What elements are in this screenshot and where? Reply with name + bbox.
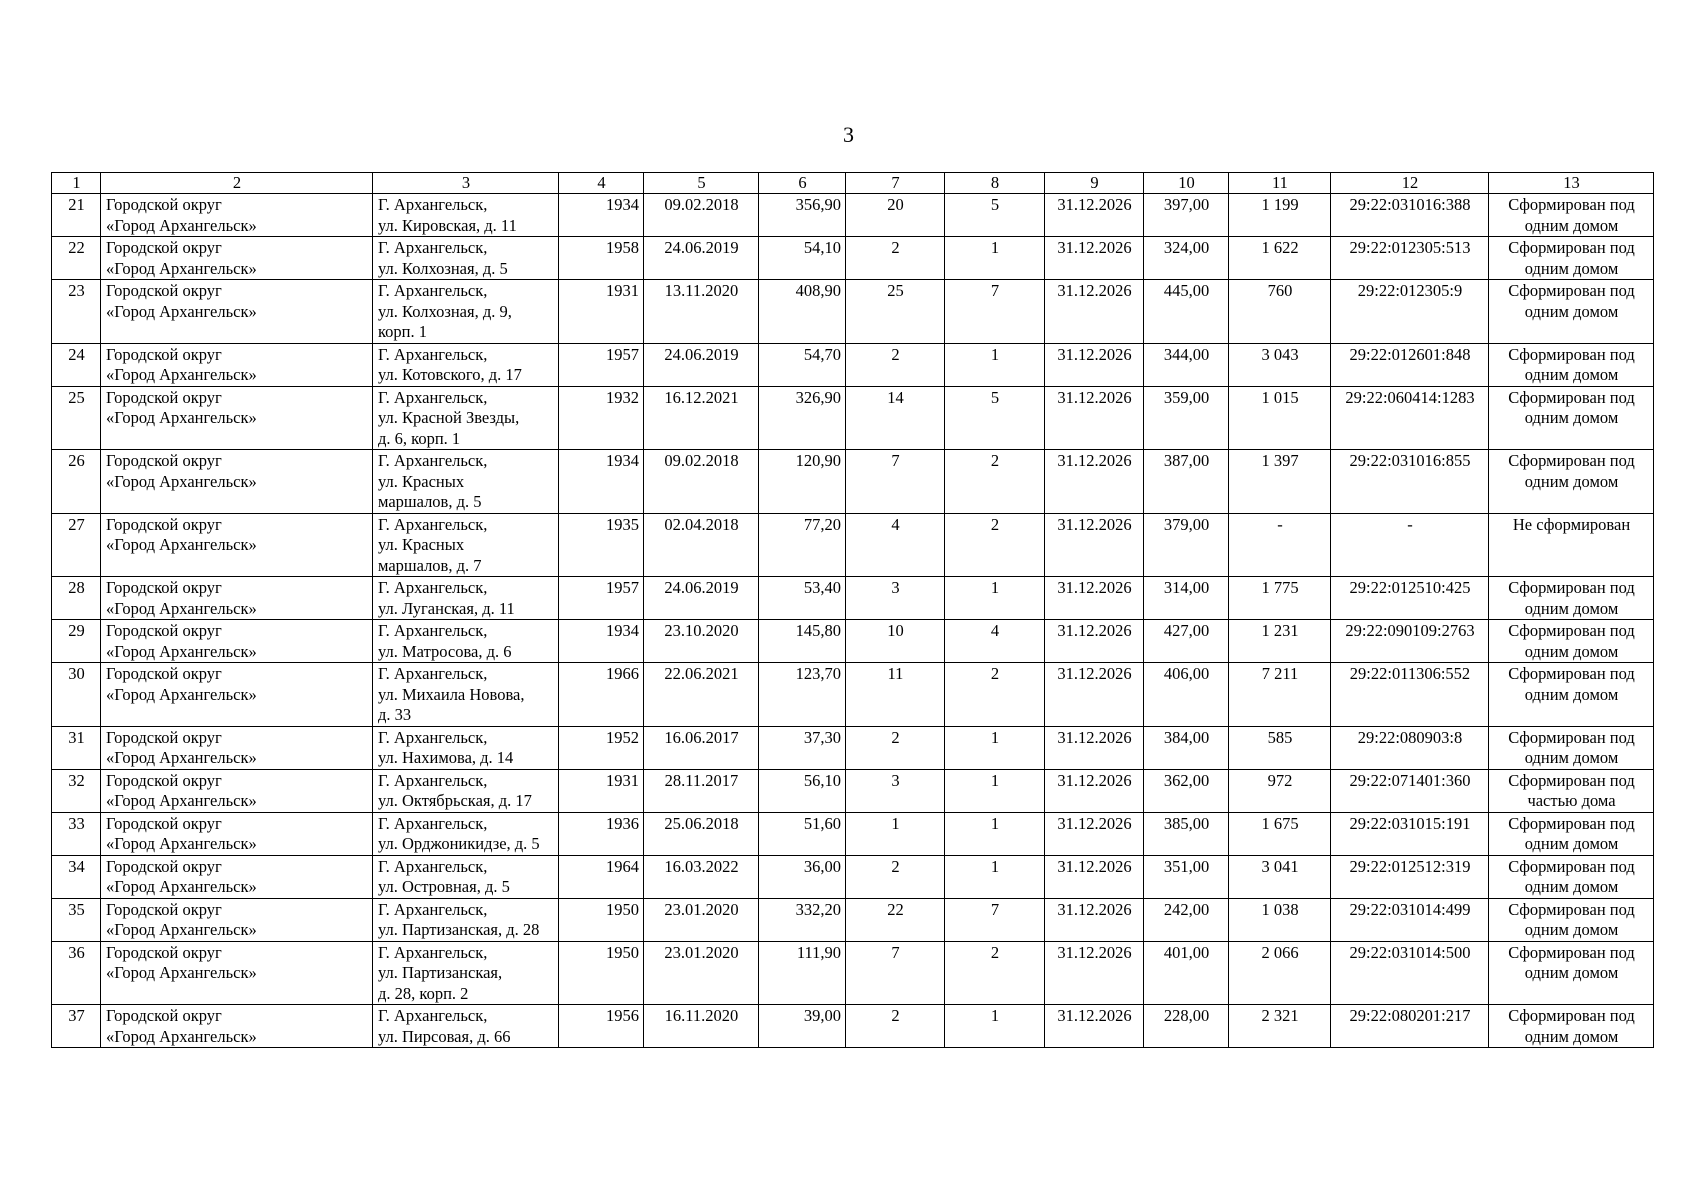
date-cell: 24.06.2019: [644, 237, 759, 280]
column-header-13: 13: [1489, 173, 1654, 194]
row-number-cell: 25: [52, 386, 101, 450]
row-number-cell: 35: [52, 898, 101, 941]
col10-cell: 445,00: [1144, 280, 1229, 344]
year-cell: 1956: [559, 1005, 644, 1048]
cadastral-number-cell: 29:22:060414:1283: [1331, 386, 1489, 450]
year-cell: 1950: [559, 898, 644, 941]
owner-cell: Городской округ «Город Архангельск»: [101, 194, 373, 237]
col10-cell: 385,00: [1144, 812, 1229, 855]
col11-cell: 2 066: [1229, 941, 1331, 1005]
area-cell: 51,60: [759, 812, 846, 855]
address-cell: Г. Архангельск, ул. Красных маршалов, д. 5: [373, 450, 559, 514]
cadastral-number-cell: 29:22:012512:319: [1331, 855, 1489, 898]
row-number-cell: 33: [52, 812, 101, 855]
col7-cell: 3: [846, 769, 945, 812]
year-cell: 1936: [559, 812, 644, 855]
deadline-cell: 31.12.2026: [1045, 726, 1144, 769]
col10-cell: 228,00: [1144, 1005, 1229, 1048]
table-row: [52, 194, 1654, 237]
deadline-cell: 31.12.2026: [1045, 855, 1144, 898]
table-row: [52, 343, 1654, 386]
col8-cell: 1: [945, 726, 1045, 769]
status-cell: Сформирован под одним домом: [1489, 898, 1654, 941]
cadastral-number-cell: 29:22:012305:9: [1331, 280, 1489, 344]
table-row: [52, 620, 1654, 663]
status-cell: Не сформирован: [1489, 513, 1654, 577]
table-row: [52, 237, 1654, 280]
col10-cell: 351,00: [1144, 855, 1229, 898]
owner-cell: Городской округ «Город Архангельск»: [101, 726, 373, 769]
status-cell: Сформирован под одним домом: [1489, 343, 1654, 386]
column-header-1: 1: [52, 173, 101, 194]
cadastral-number-cell: 29:22:031016:855: [1331, 450, 1489, 514]
table-row: [52, 280, 1654, 344]
year-cell: 1957: [559, 577, 644, 620]
date-cell: 22.06.2021: [644, 663, 759, 727]
owner-cell: Городской округ «Город Архангельск»: [101, 855, 373, 898]
date-cell: 16.12.2021: [644, 386, 759, 450]
col10-cell: 427,00: [1144, 620, 1229, 663]
owner-cell: Городской округ «Город Архангельск»: [101, 280, 373, 344]
col7-cell: 2: [846, 855, 945, 898]
col7-cell: 11: [846, 663, 945, 727]
deadline-cell: 31.12.2026: [1045, 663, 1144, 727]
col11-cell: 1 775: [1229, 577, 1331, 620]
deadline-cell: 31.12.2026: [1045, 450, 1144, 514]
area-cell: 123,70: [759, 663, 846, 727]
deadline-cell: 31.12.2026: [1045, 194, 1144, 237]
owner-cell: Городской округ «Город Архангельск»: [101, 941, 373, 1005]
col8-cell: 2: [945, 941, 1045, 1005]
row-number-cell: 36: [52, 941, 101, 1005]
status-cell: Сформирован под одним домом: [1489, 855, 1654, 898]
year-cell: 1966: [559, 663, 644, 727]
deadline-cell: 31.12.2026: [1045, 386, 1144, 450]
status-cell: Сформирован под частью дома: [1489, 769, 1654, 812]
col10-cell: 379,00: [1144, 513, 1229, 577]
status-cell: Сформирован под одним домом: [1489, 620, 1654, 663]
owner-cell: Городской округ «Город Архангельск»: [101, 1005, 373, 1048]
col10-cell: 397,00: [1144, 194, 1229, 237]
table-row: [52, 663, 1654, 727]
row-number-cell: 22: [52, 237, 101, 280]
area-cell: 54,10: [759, 237, 846, 280]
row-number-cell: 27: [52, 513, 101, 577]
page-number: 3: [843, 122, 854, 147]
area-cell: 120,90: [759, 450, 846, 514]
owner-cell: Городской округ «Город Архангельск»: [101, 343, 373, 386]
date-cell: 09.02.2018: [644, 194, 759, 237]
address-cell: Г. Архангельск, ул. Кировская, д. 11: [373, 194, 559, 237]
address-cell: Г. Архангельск, ул. Партизанская, д. 28, корп. 2: [373, 941, 559, 1005]
deadline-cell: 31.12.2026: [1045, 513, 1144, 577]
col7-cell: 2: [846, 1005, 945, 1048]
col8-cell: 5: [945, 386, 1045, 450]
table-row: [52, 855, 1654, 898]
status-cell: Сформирован под одним домом: [1489, 726, 1654, 769]
row-number-cell: 37: [52, 1005, 101, 1048]
table-row: [52, 1005, 1654, 1048]
year-cell: 1935: [559, 513, 644, 577]
year-cell: 1964: [559, 855, 644, 898]
deadline-cell: 31.12.2026: [1045, 620, 1144, 663]
col11-cell: -: [1229, 513, 1331, 577]
col8-cell: 2: [945, 663, 1045, 727]
col10-cell: 384,00: [1144, 726, 1229, 769]
column-header-3: 3: [373, 173, 559, 194]
date-cell: 02.04.2018: [644, 513, 759, 577]
area-cell: 408,90: [759, 280, 846, 344]
address-cell: Г. Архангельск, ул. Островная, д. 5: [373, 855, 559, 898]
address-cell: Г. Архангельск, ул. Красной Звезды, д. 6, корп. 1: [373, 386, 559, 450]
cadastral-number-cell: 29:22:031016:388: [1331, 194, 1489, 237]
col11-cell: 1 231: [1229, 620, 1331, 663]
deadline-cell: 31.12.2026: [1045, 343, 1144, 386]
col8-cell: 1: [945, 577, 1045, 620]
address-cell: Г. Архангельск, ул. Нахимова, д. 14: [373, 726, 559, 769]
column-header-11: 11: [1229, 173, 1331, 194]
status-cell: Сформирован под одним домом: [1489, 812, 1654, 855]
table-row: [52, 726, 1654, 769]
col11-cell: 1 015: [1229, 386, 1331, 450]
col8-cell: 2: [945, 513, 1045, 577]
table-row: [52, 941, 1654, 1005]
deadline-cell: 31.12.2026: [1045, 577, 1144, 620]
year-cell: 1934: [559, 620, 644, 663]
col7-cell: 25: [846, 280, 945, 344]
cadastral-number-cell: 29:22:080201:217: [1331, 1005, 1489, 1048]
status-cell: Сформирован под одним домом: [1489, 663, 1654, 727]
address-cell: Г. Архангельск, ул. Колхозная, д. 5: [373, 237, 559, 280]
address-cell: Г. Архангельск, ул. Октябрьская, д. 17: [373, 769, 559, 812]
status-cell: Сформирован под одним домом: [1489, 941, 1654, 1005]
area-cell: 39,00: [759, 1005, 846, 1048]
row-number-cell: 28: [52, 577, 101, 620]
date-cell: 09.02.2018: [644, 450, 759, 514]
table-row: [52, 450, 1654, 514]
deadline-cell: 31.12.2026: [1045, 812, 1144, 855]
col10-cell: 387,00: [1144, 450, 1229, 514]
col10-cell: 242,00: [1144, 898, 1229, 941]
table-row: [52, 386, 1654, 450]
date-cell: 25.06.2018: [644, 812, 759, 855]
deadline-cell: 31.12.2026: [1045, 1005, 1144, 1048]
table-row: [52, 513, 1654, 577]
date-cell: 23.10.2020: [644, 620, 759, 663]
col10-cell: 344,00: [1144, 343, 1229, 386]
date-cell: 16.11.2020: [644, 1005, 759, 1048]
area-cell: 111,90: [759, 941, 846, 1005]
col7-cell: 20: [846, 194, 945, 237]
col7-cell: 2: [846, 237, 945, 280]
status-cell: Сформирован под одним домом: [1489, 1005, 1654, 1048]
table-body: [52, 194, 1654, 1048]
year-cell: 1934: [559, 450, 644, 514]
col10-cell: 401,00: [1144, 941, 1229, 1005]
address-cell: Г. Архангельск, ул. Красных маршалов, д. 7: [373, 513, 559, 577]
cadastral-number-cell: 29:22:012305:513: [1331, 237, 1489, 280]
row-number-cell: 31: [52, 726, 101, 769]
col7-cell: 14: [846, 386, 945, 450]
address-cell: Г. Архангельск, ул. Луганская, д. 11: [373, 577, 559, 620]
col7-cell: 7: [846, 941, 945, 1005]
address-cell: Г. Архангельск, ул. Орджоникидзе, д. 5: [373, 812, 559, 855]
row-number-cell: 21: [52, 194, 101, 237]
col8-cell: 1: [945, 343, 1045, 386]
area-cell: 53,40: [759, 577, 846, 620]
col8-cell: 1: [945, 1005, 1045, 1048]
row-number-cell: 32: [52, 769, 101, 812]
col11-cell: 7 211: [1229, 663, 1331, 727]
column-header-5: 5: [644, 173, 759, 194]
col8-cell: 1: [945, 855, 1045, 898]
col8-cell: 4: [945, 620, 1045, 663]
area-cell: 326,90: [759, 386, 846, 450]
status-cell: Сформирован под одним домом: [1489, 194, 1654, 237]
col11-cell: 3 043: [1229, 343, 1331, 386]
area-cell: 36,00: [759, 855, 846, 898]
area-cell: 356,90: [759, 194, 846, 237]
cadastral-number-cell: 29:22:012601:848: [1331, 343, 1489, 386]
column-header-12: 12: [1331, 173, 1489, 194]
column-header-4: 4: [559, 173, 644, 194]
status-cell: Сформирован под одним домом: [1489, 450, 1654, 514]
col10-cell: 314,00: [1144, 577, 1229, 620]
col11-cell: 760: [1229, 280, 1331, 344]
col8-cell: 7: [945, 280, 1045, 344]
area-cell: 37,30: [759, 726, 846, 769]
col8-cell: 1: [945, 237, 1045, 280]
row-number-cell: 29: [52, 620, 101, 663]
date-cell: 24.06.2019: [644, 577, 759, 620]
col7-cell: 3: [846, 577, 945, 620]
table-row: [52, 769, 1654, 812]
deadline-cell: 31.12.2026: [1045, 898, 1144, 941]
year-cell: 1957: [559, 343, 644, 386]
column-header-8: 8: [945, 173, 1045, 194]
col8-cell: 1: [945, 812, 1045, 855]
cadastral-number-cell: 29:22:080903:8: [1331, 726, 1489, 769]
col7-cell: 1: [846, 812, 945, 855]
table-row: [52, 812, 1654, 855]
address-cell: Г. Архангельск, ул. Котовского, д. 17: [373, 343, 559, 386]
cadastral-number-cell: 29:22:031014:499: [1331, 898, 1489, 941]
col11-cell: 1 397: [1229, 450, 1331, 514]
row-number-cell: 26: [52, 450, 101, 514]
address-cell: Г. Архангельск, ул. Пирсовая, д. 66: [373, 1005, 559, 1048]
col11-cell: 585: [1229, 726, 1331, 769]
year-cell: 1932: [559, 386, 644, 450]
col11-cell: 1 199: [1229, 194, 1331, 237]
col8-cell: 2: [945, 450, 1045, 514]
cadastral-number-cell: 29:22:090109:2763: [1331, 620, 1489, 663]
registry-table: [51, 172, 1654, 1048]
col7-cell: 2: [846, 726, 945, 769]
column-header-9: 9: [1045, 173, 1144, 194]
date-cell: 23.01.2020: [644, 941, 759, 1005]
date-cell: 16.06.2017: [644, 726, 759, 769]
status-cell: Сформирован под одним домом: [1489, 237, 1654, 280]
table-row: [52, 898, 1654, 941]
date-cell: 28.11.2017: [644, 769, 759, 812]
date-cell: 16.03.2022: [644, 855, 759, 898]
cadastral-number-cell: 29:22:012510:425: [1331, 577, 1489, 620]
col7-cell: 7: [846, 450, 945, 514]
column-header-7: 7: [846, 173, 945, 194]
row-number-cell: 24: [52, 343, 101, 386]
deadline-cell: 31.12.2026: [1045, 237, 1144, 280]
area-cell: 77,20: [759, 513, 846, 577]
area-cell: 332,20: [759, 898, 846, 941]
col7-cell: 22: [846, 898, 945, 941]
col8-cell: 1: [945, 769, 1045, 812]
col10-cell: 324,00: [1144, 237, 1229, 280]
header-row: [52, 173, 1654, 194]
owner-cell: Городской округ «Город Архангельск»: [101, 513, 373, 577]
year-cell: 1950: [559, 941, 644, 1005]
date-cell: 23.01.2020: [644, 898, 759, 941]
year-cell: 1931: [559, 769, 644, 812]
date-cell: 13.11.2020: [644, 280, 759, 344]
owner-cell: Городской округ «Город Архангельск»: [101, 898, 373, 941]
deadline-cell: 31.12.2026: [1045, 941, 1144, 1005]
col8-cell: 7: [945, 898, 1045, 941]
owner-cell: Городской округ «Город Архангельск»: [101, 450, 373, 514]
date-cell: 24.06.2019: [644, 343, 759, 386]
owner-cell: Городской округ «Город Архангельск»: [101, 577, 373, 620]
row-number-cell: 23: [52, 280, 101, 344]
cadastral-number-cell: 29:22:011306:552: [1331, 663, 1489, 727]
col7-cell: 10: [846, 620, 945, 663]
row-number-cell: 30: [52, 663, 101, 727]
cadastral-number-cell: 29:22:071401:360: [1331, 769, 1489, 812]
owner-cell: Городской округ «Город Архангельск»: [101, 386, 373, 450]
area-cell: 145,80: [759, 620, 846, 663]
cadastral-number-cell: 29:22:031015:191: [1331, 812, 1489, 855]
column-header-6: 6: [759, 173, 846, 194]
owner-cell: Городской округ «Город Архангельск»: [101, 769, 373, 812]
owner-cell: Городской округ «Город Архангельск»: [101, 663, 373, 727]
owner-cell: Городской округ «Город Архангельск»: [101, 620, 373, 663]
col11-cell: 1 675: [1229, 812, 1331, 855]
table-row: [52, 577, 1654, 620]
status-cell: Сформирован под одним домом: [1489, 280, 1654, 344]
owner-cell: Городской округ «Город Архангельск»: [101, 237, 373, 280]
address-cell: Г. Архангельск, ул. Михаила Новова, д. 33: [373, 663, 559, 727]
col11-cell: 3 041: [1229, 855, 1331, 898]
status-cell: Сформирован под одним домом: [1489, 577, 1654, 620]
col11-cell: 1 622: [1229, 237, 1331, 280]
col11-cell: 972: [1229, 769, 1331, 812]
cadastral-number-cell: 29:22:031014:500: [1331, 941, 1489, 1005]
cadastral-number-cell: -: [1331, 513, 1489, 577]
owner-cell: Городской округ «Город Архангельск»: [101, 812, 373, 855]
column-header-2: 2: [101, 173, 373, 194]
year-cell: 1952: [559, 726, 644, 769]
address-cell: Г. Архангельск, ул. Партизанская, д. 28: [373, 898, 559, 941]
row-number-cell: 34: [52, 855, 101, 898]
col11-cell: 2 321: [1229, 1005, 1331, 1048]
area-cell: 56,10: [759, 769, 846, 812]
col11-cell: 1 038: [1229, 898, 1331, 941]
col10-cell: 359,00: [1144, 386, 1229, 450]
col7-cell: 2: [846, 343, 945, 386]
address-cell: Г. Архангельск, ул. Матросова, д. 6: [373, 620, 559, 663]
col10-cell: 406,00: [1144, 663, 1229, 727]
col8-cell: 5: [945, 194, 1045, 237]
year-cell: 1934: [559, 194, 644, 237]
year-cell: 1931: [559, 280, 644, 344]
col7-cell: 4: [846, 513, 945, 577]
status-cell: Сформирован под одним домом: [1489, 386, 1654, 450]
area-cell: 54,70: [759, 343, 846, 386]
deadline-cell: 31.12.2026: [1045, 280, 1144, 344]
address-cell: Г. Архангельск, ул. Колхозная, д. 9, корп. 1: [373, 280, 559, 344]
col10-cell: 362,00: [1144, 769, 1229, 812]
column-header-10: 10: [1144, 173, 1229, 194]
year-cell: 1958: [559, 237, 644, 280]
deadline-cell: 31.12.2026: [1045, 769, 1144, 812]
